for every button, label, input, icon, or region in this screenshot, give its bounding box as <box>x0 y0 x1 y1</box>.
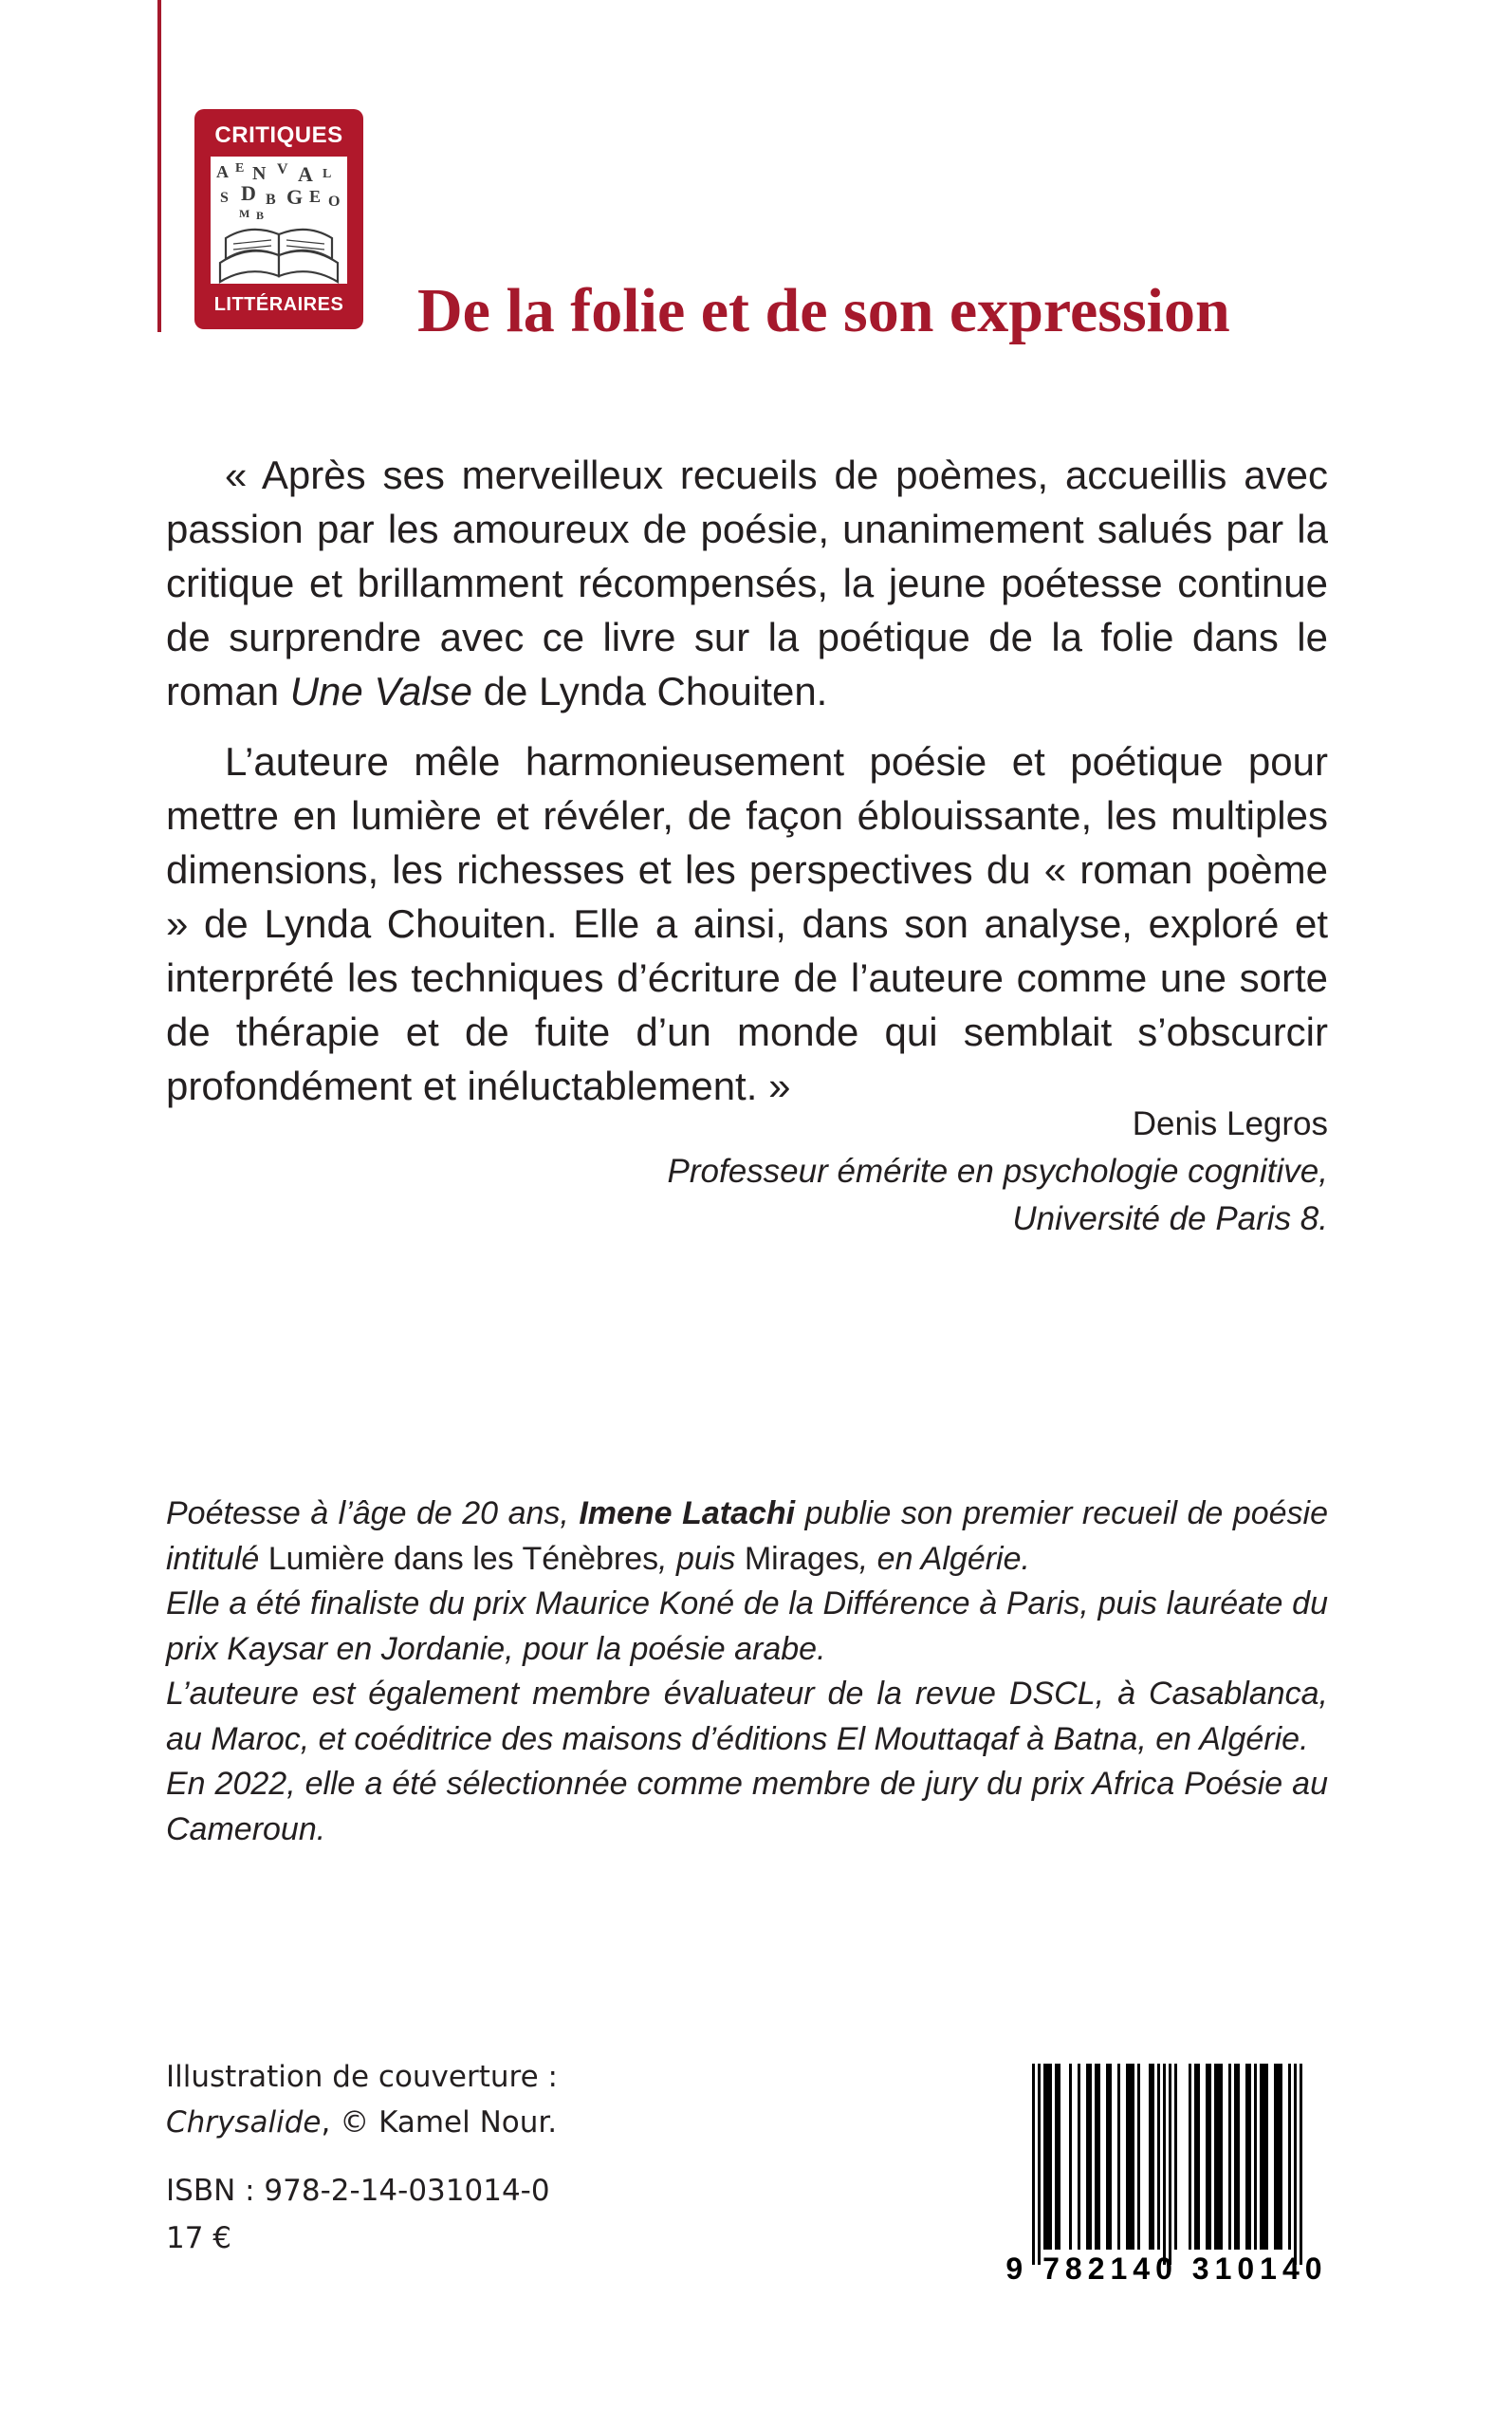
svg-text:S: S <box>220 190 229 206</box>
back-cover-quote <box>166 448 1328 1113</box>
barcode-bar <box>1277 2064 1280 2250</box>
barcode-bar <box>1149 2064 1152 2250</box>
barcode-bar <box>1049 2064 1052 2250</box>
svg-text:B: B <box>256 209 265 222</box>
series-label-top: CRITIQUES <box>214 122 343 148</box>
barcode-bar <box>1046 2064 1049 2250</box>
quote-paragraph-2: L’auteure mêle harmonieusement poésie et poétique pour mettre en lumière et révéler, de façon éblouissante, les multiples dimensions, les richesses et les perspectives du « roman poème » de Lynda Chouiten. Elle a ainsi, dans son analyse, exploré et interprété les techniques d’écriture de l’auteure comme une sorte de thérapie et de fuite d’un monde qui semblait s’obscurcir profondément et inéluctablement. » <box>166 739 1328 1108</box>
barcode-bar <box>1097 2064 1100 2250</box>
barcode-bar <box>1169 2064 1171 2265</box>
barcode-bar <box>1095 2064 1097 2250</box>
cover-credits <box>166 2054 830 2145</box>
svg-text:G: G <box>286 185 304 209</box>
barcode-bar <box>1058 2064 1060 2250</box>
illustration-credit <box>166 2100 830 2145</box>
barcode-bar <box>1163 2064 1166 2265</box>
price: 17 € <box>166 2221 232 2255</box>
barcode-bar <box>1129 2064 1132 2250</box>
barcode-bar <box>1132 2064 1134 2250</box>
author-name: Imene Latachi <box>579 1495 796 1531</box>
svg-text:E: E <box>309 187 322 206</box>
book-title: De la folie et de son expression <box>417 276 1230 345</box>
barcode-digits: 9 782140 310140 <box>1005 2251 1328 2286</box>
svg-text:A: A <box>298 162 313 186</box>
barcode-bar <box>1126 2064 1129 2250</box>
author-bio <box>166 1492 1328 1852</box>
series-label-bottom: LITTÉRAIRES <box>213 294 344 315</box>
bio-text: Poétesse à l’âge de 20 ans, <box>166 1495 580 1531</box>
bio-prize: Elle a été finaliste du prix Maurice Koné de la Différence à Paris, puis lauréate du prix Kaysar en Jordanie, pour la poésie arabe. <box>166 1585 1328 1667</box>
barcode-bar <box>1245 2064 1248 2250</box>
barcode-bar <box>1217 2064 1220 2250</box>
barcode-bar <box>1157 2064 1160 2250</box>
barcode-bar <box>1208 2064 1211 2250</box>
barcode-bar <box>1069 2064 1072 2250</box>
barcode-bar <box>1189 2064 1191 2250</box>
barcode-bar <box>1038 2064 1041 2265</box>
series-logo <box>194 109 363 329</box>
barcode-bar <box>1043 2064 1046 2250</box>
svg-text:N: N <box>252 163 267 184</box>
barcode-bar <box>1109 2064 1112 2250</box>
barcode-bar <box>1294 2064 1297 2265</box>
barcode-bar <box>1152 2064 1154 2250</box>
bio-intro <box>166 1492 1328 1582</box>
barcode-bar <box>1194 2064 1197 2250</box>
illustration-owner: , © Kamel Nour. <box>321 2105 558 2140</box>
signature-affiliation-1: Professeur émérite en psychologie cognitive, <box>667 1153 1328 1190</box>
barcode-bar <box>1214 2064 1217 2250</box>
quote-text-end: de Lynda Chouiten. <box>471 669 828 713</box>
barcode-bar <box>1265 2064 1268 2250</box>
svg-text:D: D <box>241 181 256 205</box>
svg-text:V: V <box>277 161 288 177</box>
isbn: ISBN : 978-2-14-031014-0 <box>166 2174 550 2208</box>
open-book-letters-icon <box>211 157 347 284</box>
barcode-bar <box>1106 2064 1109 2250</box>
svg-text:O: O <box>328 194 341 210</box>
quote-text: « Après ses merveilleux recueils de poèmes, accueillis avec passion par les amoureux de poésie, unanimement salués par la critique et brillamment récompensés, la jeune poétesse continue de surprendre avec ce livre sur la poétique de la folie dans le roman <box>166 453 1328 713</box>
barcode-bar <box>1234 2064 1237 2250</box>
svg-text:L: L <box>323 167 332 181</box>
isbn-barcode <box>1005 2062 1328 2288</box>
barcode-bar <box>1078 2064 1080 2250</box>
barcode-bar <box>1174 2064 1177 2250</box>
barcode-bar <box>1263 2064 1265 2250</box>
svg-text:M: M <box>239 207 250 220</box>
barcode-bar <box>1220 2064 1223 2250</box>
barcode-bar <box>1117 2064 1120 2250</box>
barcode-bar <box>1206 2064 1208 2250</box>
barcode-bar <box>1228 2064 1231 2250</box>
illustration-work: Chrysalide <box>166 2105 322 2140</box>
bio-text: publie son premier recueil de poésie intitulé <box>166 1495 1329 1577</box>
barcode-bar <box>1032 2064 1035 2265</box>
quote-signature <box>531 1101 1328 1243</box>
barcode-bar <box>1137 2064 1140 2250</box>
barcode-bar <box>1248 2064 1251 2250</box>
bio-text: , en Algérie. <box>858 1540 1030 1577</box>
signature-affiliation-2: Université de Paris 8. <box>1012 1200 1328 1237</box>
barcode-bar <box>1280 2064 1282 2250</box>
bio-membership: L’auteure est également membre évaluateur de la revue DSCL, à Casablanca, au Maroc, et coéditrice des maisons d’éditions El Mouttaqaf à Batna, en Algérie. <box>166 1676 1328 1757</box>
barcode-bar <box>1254 2064 1257 2250</box>
barcode-bar <box>1288 2064 1291 2250</box>
bio-text: , puis <box>658 1540 745 1577</box>
illustration-label: Illustration de couverture : <box>166 2060 558 2094</box>
barcode-bar <box>1300 2064 1302 2265</box>
quote-work-title: Une Valse <box>289 669 472 713</box>
barcode-bar <box>1260 2064 1263 2250</box>
barcode-bar <box>1197 2064 1200 2250</box>
svg-text:A: A <box>216 162 229 181</box>
quote-paragraph-1 <box>166 448 1328 718</box>
barcode-bar <box>1089 2064 1092 2250</box>
barcode-bar <box>1274 2064 1277 2250</box>
bio-book-title-2: Mirages <box>744 1540 859 1577</box>
spine-accent-line <box>157 0 161 332</box>
barcode-bar <box>1086 2064 1089 2250</box>
barcode-bar <box>1237 2064 1240 2250</box>
svg-text:E: E <box>235 161 245 176</box>
barcode-bar <box>1055 2064 1058 2250</box>
svg-text:B: B <box>266 192 276 208</box>
bio-jury: En 2022, elle a été sélectionnée comme membre de jury du prix Africa Poésie au Cameroun. <box>166 1766 1328 1847</box>
signature-name: Denis Legros <box>1132 1105 1328 1142</box>
bio-book-title-1: Lumière dans les Ténèbres <box>267 1540 659 1577</box>
